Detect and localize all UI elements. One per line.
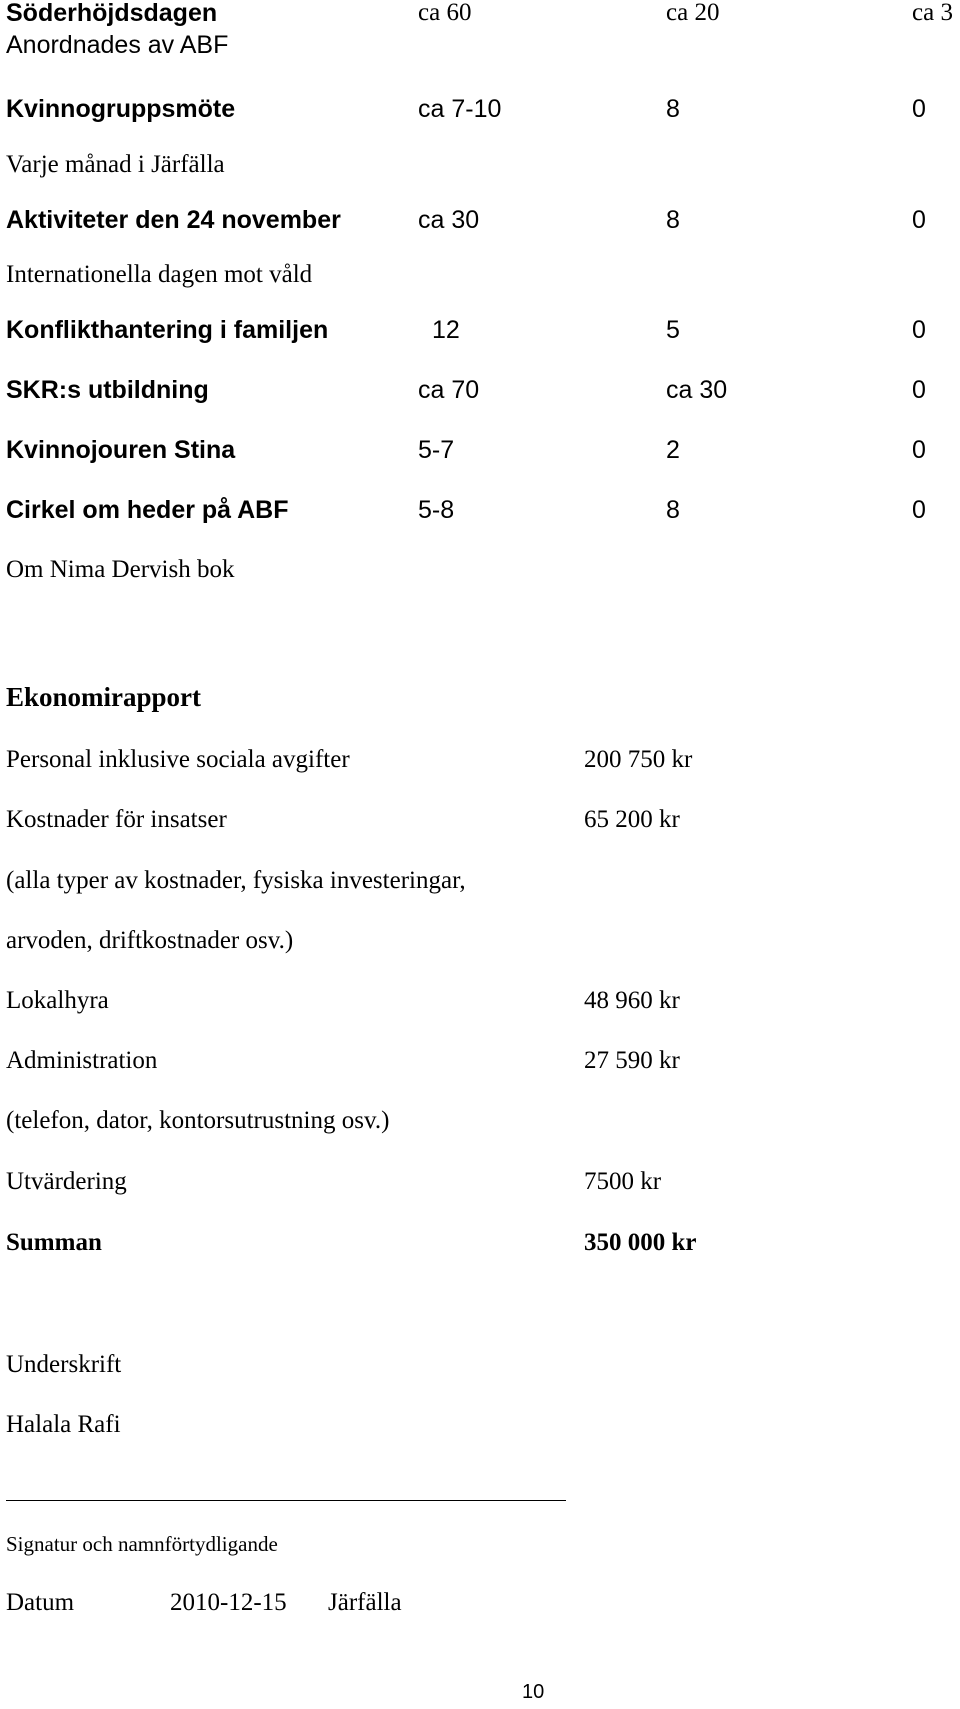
activity-count-2: 2 [666, 436, 680, 464]
economy-heading: Ekonomirapport [6, 682, 202, 712]
activity-count-1: ca 7-10 [418, 95, 502, 123]
activity-name: Kvinnojouren Stina [6, 436, 236, 464]
place: Järfälla [328, 1589, 402, 1616]
activity-count-1: 5-8 [418, 496, 455, 524]
insatser-note: arvoden, driftkostnader osv.) [6, 927, 294, 954]
activity-count-2: 8 [666, 95, 680, 123]
signer-name: Halala Rafi [6, 1411, 121, 1438]
lokal-label: Lokalhyra [6, 987, 109, 1014]
lokal-value: 48 960 kr [584, 987, 680, 1014]
date-value: 2010-12-15 [170, 1589, 287, 1616]
activity-name: Kvinnogruppsmöte [6, 95, 236, 123]
sum-label: Summan [6, 1229, 102, 1256]
activity-count-3: 0 [912, 436, 926, 464]
activity-count-3: ca 3 [912, 0, 953, 26]
activity-note: Om Nima Dervish bok [6, 556, 235, 583]
activity-name: Konflikthantering i familjen [6, 316, 329, 344]
activity-count-3: 0 [912, 316, 926, 344]
activity-count-2: 5 [666, 316, 680, 344]
insatser-value: 65 200 kr [584, 806, 680, 833]
activity-note: Internationella dagen mot våld [6, 261, 313, 288]
activity-count-2: 8 [666, 206, 680, 234]
utvardering-value: 7500 kr [584, 1168, 662, 1195]
admin-label: Administration [6, 1047, 158, 1074]
activity-count-3: 0 [912, 496, 926, 524]
activity-note: Anordnades av ABF [6, 31, 229, 59]
date-label: Datum [6, 1589, 75, 1616]
personal-label: Personal inklusive sociala avgifter [6, 746, 350, 773]
activity-name: Söderhöjdsdagen [6, 0, 218, 27]
insatser-label: Kostnader för insatser [6, 806, 227, 833]
signature-label: Underskrift [6, 1351, 122, 1378]
insatser-note: (alla typer av kostnader, fysiska investeringar, [6, 867, 466, 894]
activity-note: Varje månad i Järfälla [6, 151, 225, 178]
signature-line [6, 1500, 566, 1501]
admin-note: (telefon, dator, kontorsutrustning osv.) [6, 1107, 390, 1134]
activity-count-3: 0 [912, 376, 926, 404]
activity-name: SKR:s utbildning [6, 376, 209, 404]
activity-name: Cirkel om heder på ABF [6, 496, 289, 524]
activity-name: Aktiviteter den 24 november [6, 206, 341, 234]
admin-value: 27 590 kr [584, 1047, 680, 1074]
activity-count-3: 0 [912, 95, 926, 123]
activity-count-1: 5-7 [418, 436, 455, 464]
sum-value: 350 000 kr [584, 1229, 697, 1256]
activity-count-2: ca 30 [666, 376, 728, 404]
personal-value: 200 750 kr [584, 746, 693, 773]
activity-count-1: ca 70 [418, 376, 480, 404]
page-number: 10 [522, 1681, 545, 1703]
activity-count-3: 0 [912, 206, 926, 234]
activity-count-1: 12 [432, 316, 460, 344]
signature-caption: Signatur och namnförtydligande [6, 1532, 278, 1556]
activity-count-1: ca 60 [418, 0, 472, 26]
activity-count-2: ca 20 [666, 0, 720, 26]
activity-count-1: ca 30 [418, 206, 480, 234]
activity-count-2: 8 [666, 496, 680, 524]
utvardering-label: Utvärdering [6, 1168, 127, 1195]
